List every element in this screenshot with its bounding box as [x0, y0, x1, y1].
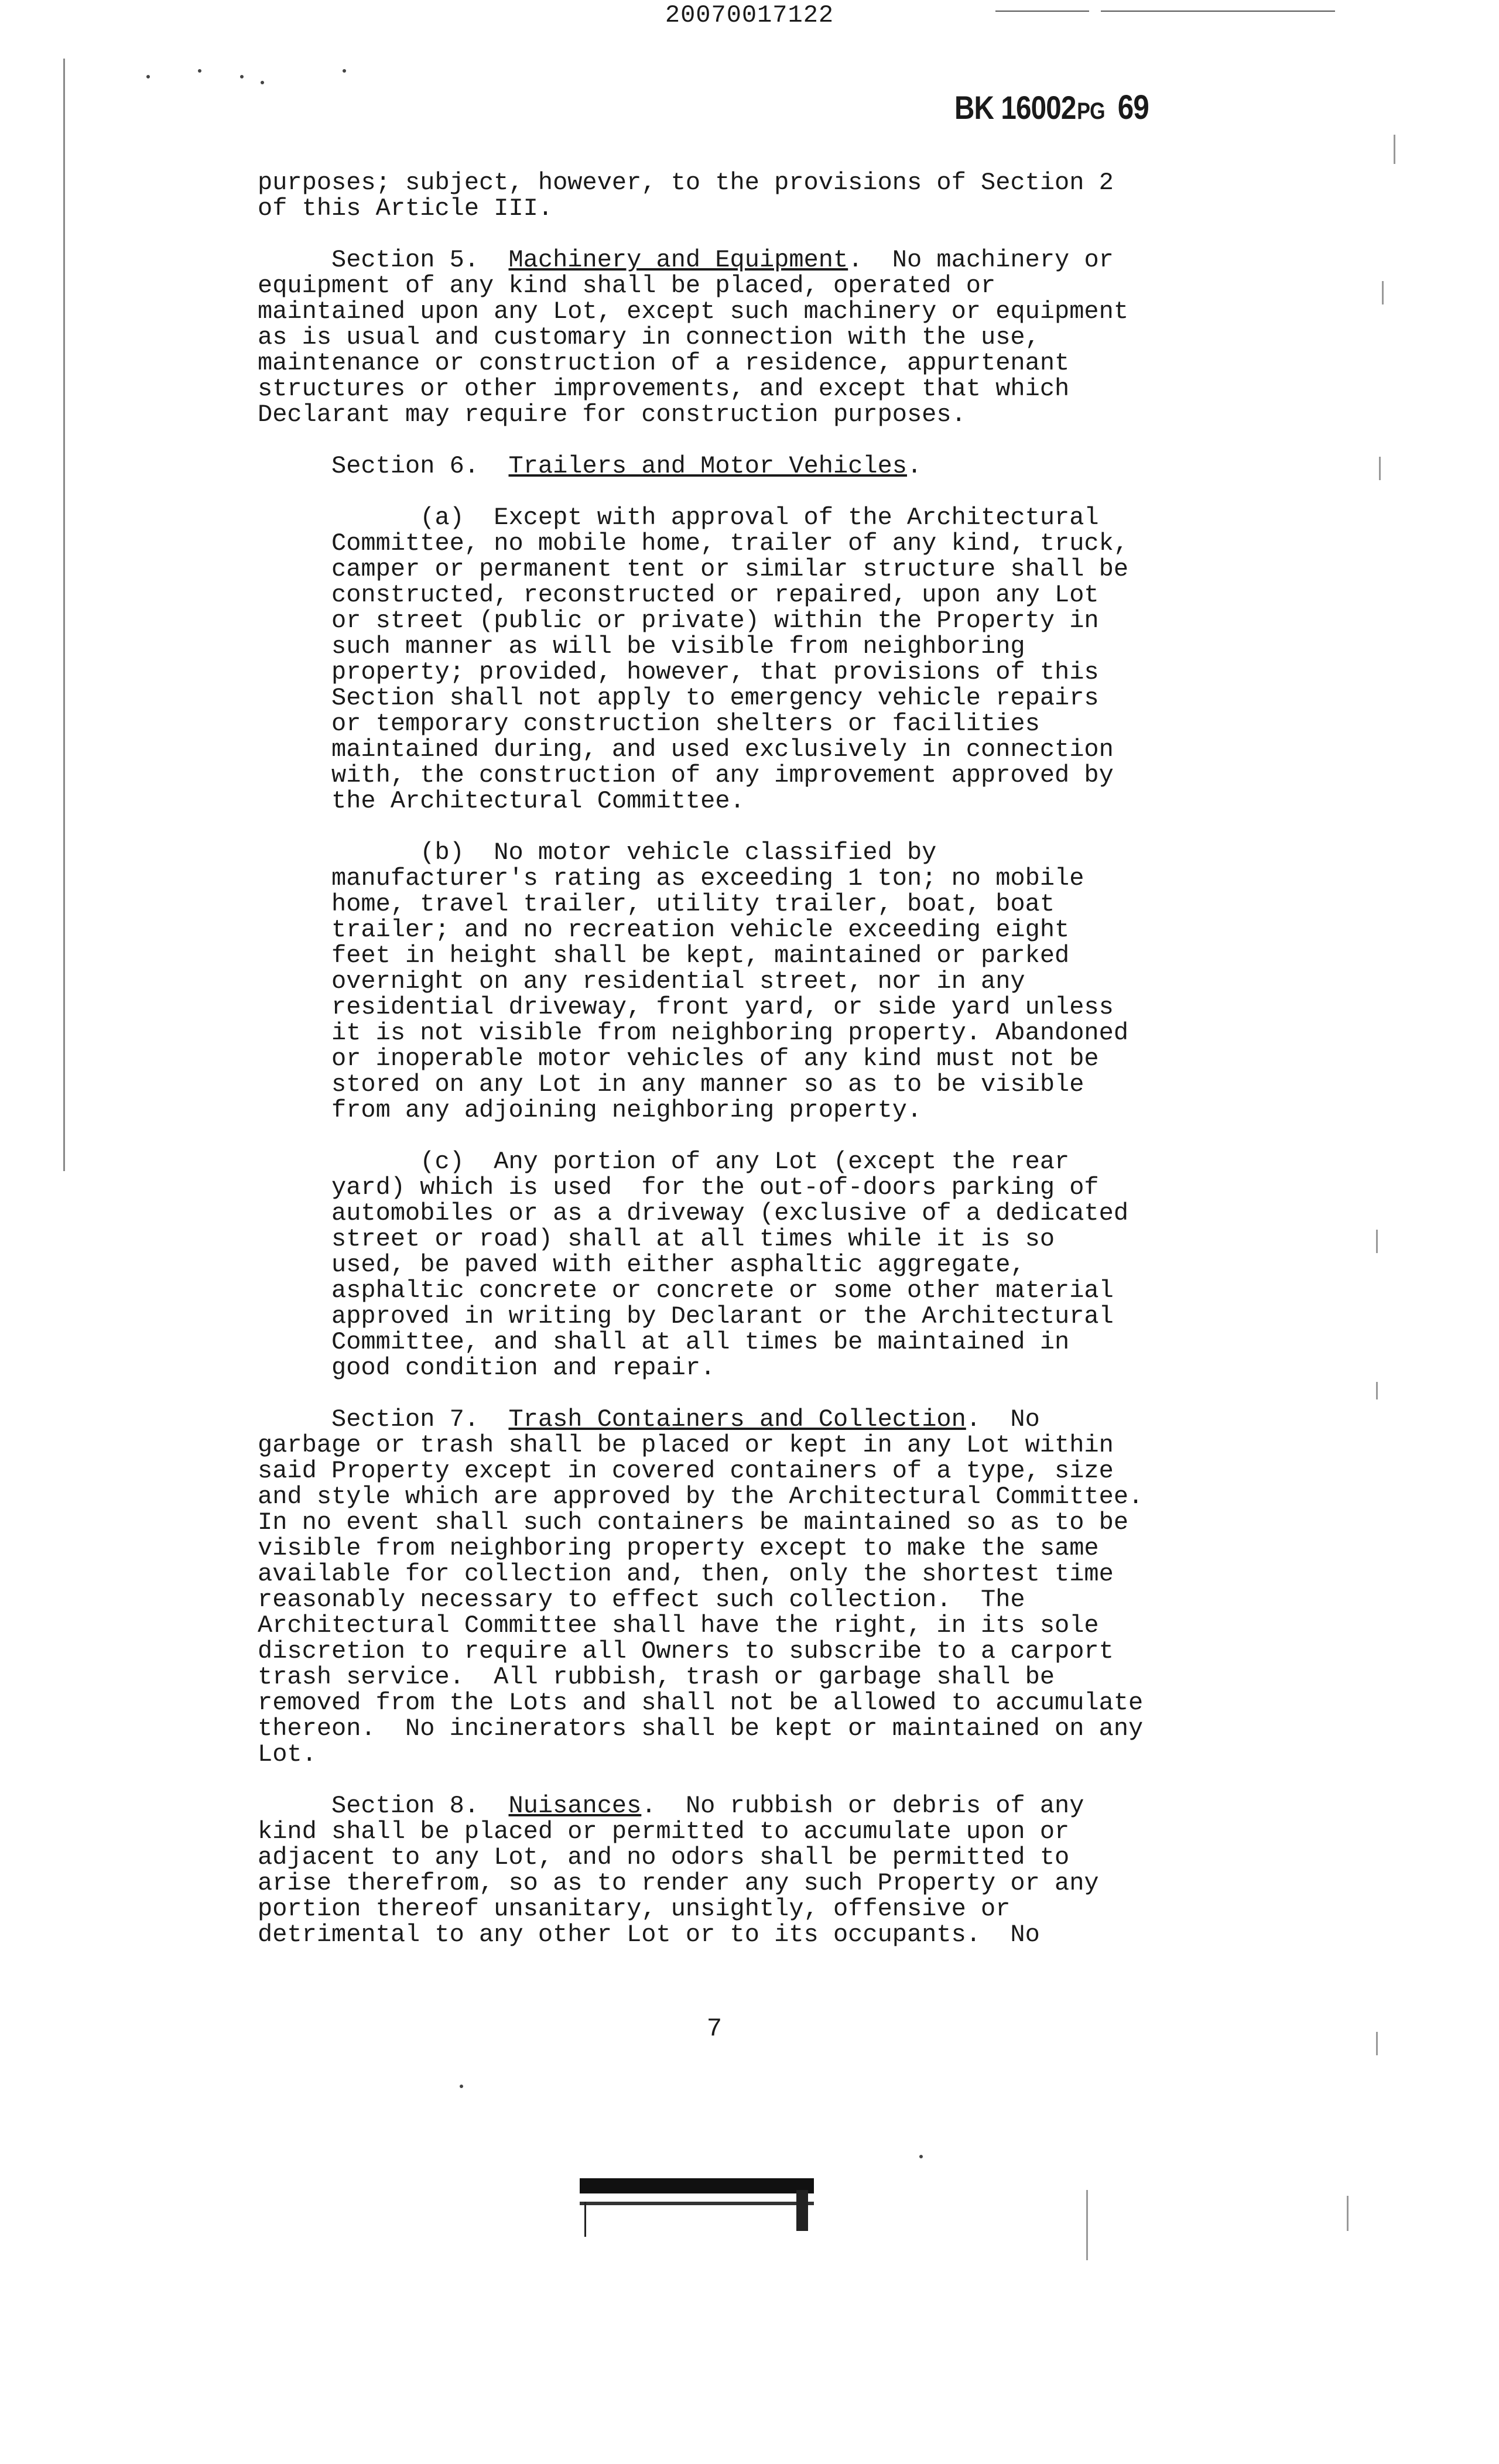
scan-bar	[580, 2178, 814, 2193]
text-line: Section 7. Trash Containers and Collection. No	[258, 1405, 1040, 1433]
scan-mark	[1379, 457, 1381, 480]
text-line: overnight on any residential street, nor in any	[258, 967, 1025, 995]
text-line: purposes; subject, however, to the provisions of Section 2	[258, 169, 1114, 197]
scan-tick	[584, 2202, 586, 2237]
text-line: trailer; and no recreation vehicle exceeding eight	[258, 916, 1070, 944]
scan-mark	[1376, 1382, 1378, 1399]
text-line: Section shall not apply to emergency vehicle repairs	[258, 684, 1099, 712]
text-line: (b) No motor vehicle classified by	[258, 839, 937, 867]
text-line: approved in writing by Declarant or the Architectural	[258, 1302, 1114, 1330]
text-line: or street (public or private) within the Property in	[258, 607, 1099, 635]
text-line: kind shall be placed or permitted to accumulate upon or	[258, 1818, 1070, 1846]
paragraph-gap	[258, 427, 1218, 453]
scan-speck	[919, 2155, 923, 2158]
text-line: (c) Any portion of any Lot (except the rear	[258, 1148, 1070, 1176]
text-line: removed from the Lots and shall not be allowed to accumulate	[258, 1689, 1144, 1717]
text-line: garbage or trash shall be placed or kept in any Lot within	[258, 1431, 1114, 1459]
text-line: manufacturer's rating as exceeding 1 ton; no mobile	[258, 864, 1084, 892]
section-heading: Nuisances	[508, 1792, 642, 1820]
text-line: Section 6. Trailers and Motor Vehicles.	[258, 452, 922, 480]
text-line: Lot.	[258, 1740, 317, 1768]
paragraph-gap	[258, 479, 1218, 505]
text-line: used, be paved with either asphaltic aggregate,	[258, 1251, 1025, 1279]
scan-margin-line	[63, 59, 65, 1171]
text-line: stored on any Lot in any manner so as to be visible	[258, 1070, 1084, 1098]
text-line: property; provided, however, that provisions of this	[258, 658, 1099, 686]
scan-tick	[796, 2190, 808, 2231]
text-line: trash service. All rubbish, trash or garbage shall be	[258, 1663, 1055, 1691]
text-line: maintained during, and used exclusively in connection	[258, 735, 1114, 764]
text-line: reasonably necessary to effect such collection. The	[258, 1586, 1025, 1614]
book-page-stamp	[954, 88, 1149, 127]
scan-speck	[343, 69, 346, 73]
text-line: feet in height shall be kept, maintained or parked	[258, 942, 1070, 970]
text-line: portion thereof unsanitary, unsightly, offensive or	[258, 1895, 1011, 1923]
paragraph-gap	[258, 221, 1218, 247]
text-line: adjacent to any Lot, and no odors shall be permitted to	[258, 1843, 1070, 1871]
text-line: or temporary construction shelters or facilities	[258, 710, 1040, 738]
text-line: Architectural Committee shall have the right, in its sole	[258, 1611, 1099, 1640]
scan-mark	[1376, 1230, 1378, 1253]
section-heading: Trash Containers and Collection	[508, 1405, 966, 1433]
scan-mark	[1086, 2190, 1088, 2260]
scan-bar	[580, 2202, 814, 2205]
scan-speck	[460, 2085, 463, 2088]
text-line: detrimental to any other Lot or to its occupants. No	[258, 1921, 1040, 1949]
scan-mark	[1347, 2196, 1349, 2231]
text-line: Committee, and shall at all times be maintained in	[258, 1328, 1070, 1356]
paragraph-gap	[258, 1381, 1218, 1406]
text-line: maintenance or construction of a residence, appurtenant	[258, 349, 1070, 377]
text-line: structures or other improvements, and except that which	[258, 375, 1070, 403]
text-line: arise therefrom, so as to render any such Property or any	[258, 1869, 1099, 1897]
paragraph-gap	[258, 1123, 1218, 1149]
top-rule-left	[995, 11, 1089, 12]
text-line: residential driveway, front yard, or side yard unless	[258, 993, 1114, 1021]
text-line: street or road) shall at all times while it is so	[258, 1225, 1055, 1253]
text-line: visible from neighboring property except to make the same	[258, 1534, 1099, 1562]
paragraph-gap	[258, 1767, 1218, 1793]
text-line: Declarant may require for construction purposes.	[258, 401, 966, 429]
text-line: or inoperable motor vehicles of any kind must not be	[258, 1045, 1099, 1073]
section-heading: Trailers and Motor Vehicles	[508, 452, 907, 480]
text-line: it is not visible from neighboring property. Abandoned	[258, 1019, 1129, 1047]
text-line: home, travel trailer, utility trailer, boat, boat	[258, 890, 1055, 918]
text-line: Section 8. Nuisances. No rubbish or debris of any	[258, 1792, 1084, 1820]
page-number: 7	[706, 2014, 723, 2044]
scan-speck	[198, 69, 201, 73]
scan-mark	[1382, 281, 1384, 304]
document-number: 20070017122	[665, 1, 834, 29]
text-line: available for collection and, then, only the shortest time	[258, 1560, 1114, 1588]
text-line: constructed, reconstructed or repaired, upon any Lot	[258, 581, 1099, 609]
document-body	[258, 170, 1218, 1948]
text-line: with, the construction of any improvement approved by	[258, 761, 1114, 789]
text-line: of this Article III.	[258, 194, 553, 223]
text-line: the Architectural Committee.	[258, 787, 745, 815]
text-line: camper or permanent tent or similar structure shall be	[258, 555, 1129, 583]
scan-speck	[240, 75, 244, 78]
book-page-label: PG	[1077, 98, 1105, 124]
scan-mark	[1394, 135, 1395, 164]
text-line: yard) which is used for the out-of-doors parking of	[258, 1173, 1099, 1202]
text-line: good condition and repair.	[258, 1354, 716, 1382]
text-line: maintained upon any Lot, except such machinery or equipment	[258, 297, 1129, 326]
text-line: automobiles or as a driveway (exclusive of a dedicated	[258, 1199, 1129, 1227]
text-line: (a) Except with approval of the Architectural	[258, 504, 1099, 532]
text-line: equipment of any kind shall be placed, operated or	[258, 272, 996, 300]
book-page-number: 69	[1117, 88, 1149, 126]
text-line: such manner as will be visible from neighboring	[258, 632, 1025, 661]
text-line: Committee, no mobile home, trailer of any kind, truck,	[258, 529, 1129, 557]
scan-speck	[146, 75, 150, 78]
text-line: asphaltic concrete or concrete or some other material	[258, 1277, 1114, 1305]
text-line: Section 5. Machinery and Equipment. No machinery or	[258, 246, 1114, 274]
text-line: as is usual and customary in connection with the use,	[258, 323, 1040, 351]
text-line: discretion to require all Owners to subscribe to a carport	[258, 1637, 1114, 1665]
scan-speck	[261, 81, 264, 84]
top-rule-right	[1101, 11, 1335, 12]
book-number: BK 16002	[954, 89, 1076, 126]
text-line: and style which are approved by the Architectural Committee.	[258, 1483, 1144, 1511]
paragraph-gap	[258, 814, 1218, 840]
scan-mark	[1376, 2032, 1378, 2055]
text-line: said Property except in covered containers of a type, size	[258, 1457, 1114, 1485]
text-line: from any adjoining neighboring property.	[258, 1096, 922, 1124]
text-line: In no event shall such containers be maintained so as to be	[258, 1508, 1129, 1536]
section-heading: Machinery and Equipment	[508, 246, 848, 274]
text-line: thereon. No incinerators shall be kept or maintained on any	[258, 1714, 1144, 1743]
